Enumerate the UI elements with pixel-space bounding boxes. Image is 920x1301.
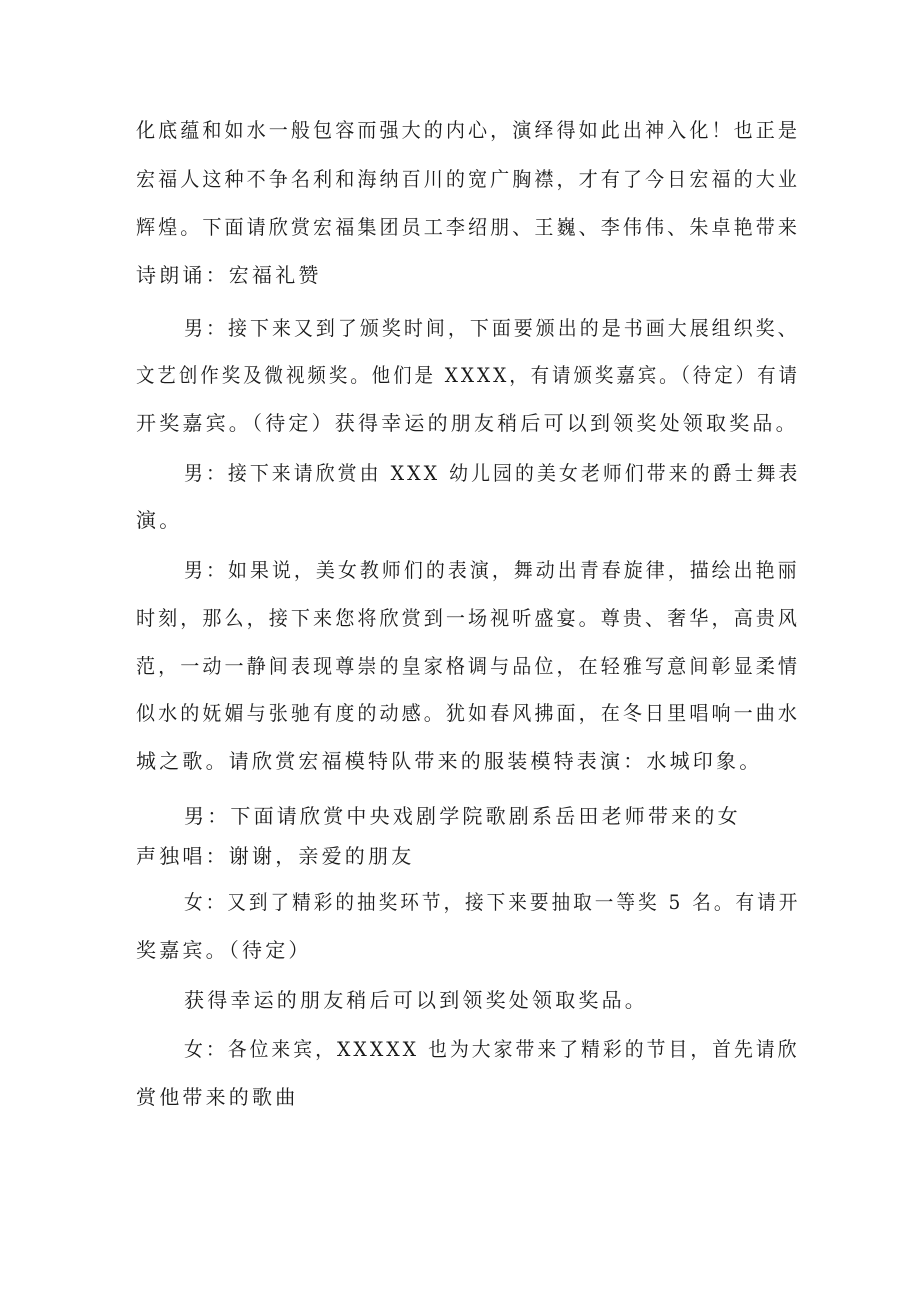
text-line: 男：下面请欣赏中央戏剧学院歌剧系岳田老师带来的女 (184, 804, 741, 828)
text-line: 时刻，那么，接下来您将欣赏到一场视听盛宴。尊贵、奢华，高贵风 (136, 606, 800, 630)
text-line: 开奖嘉宾。（待定）获得幸运的朋友稍后可以到领奖处领取奖品。 (136, 411, 799, 435)
text-line: 女：各位来宾，XXXXX 也为大家带来了精彩的节目，首先请欣 (184, 1037, 800, 1061)
text-line: 辉煌。下面请欣赏宏福集团员工李绍朋、王巍、李伟伟、朱卓艳带来 (136, 215, 800, 239)
text-line: 获得幸运的朋友稍后可以到领奖处领取奖品。 (184, 988, 648, 1012)
text-line: 奖嘉宾。（待定） (136, 938, 312, 962)
text-line: 演。 (136, 508, 183, 532)
text-line: 赏他带来的歌曲 (136, 1085, 299, 1109)
text-line: 男：接下来又到了颁奖时间，下面要颁出的是书画大展组织奖、 (184, 316, 800, 340)
text-line: 范，一动一静间表现尊崇的皇家格调与品位，在轻雅写意间彰显柔情 (136, 654, 800, 678)
text-line: 男：如果说，美女教师们的表演，舞动出青春旋律，描绘出艳丽 (184, 558, 800, 582)
text-line: 似水的妩媚与张驰有度的动感。犹如春风拂面，在冬日里唱响一曲水 (136, 701, 800, 725)
text-line: 男：接下来请欣赏由 XXX 幼儿园的美女老师们带来的爵士舞表 (184, 461, 801, 485)
text-line: 城之歌。请欣赏宏福模特队带来的服装模特表演：水城印象。 (136, 749, 763, 773)
text-line: 女：又到了精彩的抽奖环节，接下来要抽取一等奖 5 名。有请开 (184, 890, 801, 914)
text-line: 化底蕴和如水一般包容而强大的内心，演绎得如此出神入化！也正是 (136, 118, 800, 142)
text-line: 诗朗诵：宏福礼赞 (136, 263, 322, 287)
text-line: 宏福人这种不争名利和海纳百川的宽广胸襟，才有了今日宏福的大业 (136, 167, 800, 191)
text-line: 声独唱：谢谢，亲爱的朋友 (136, 844, 415, 868)
text-line: 文艺创作奖及微视频奖。他们是 XXXX，有请颁奖嘉宾。（待定）有请 (136, 363, 800, 387)
